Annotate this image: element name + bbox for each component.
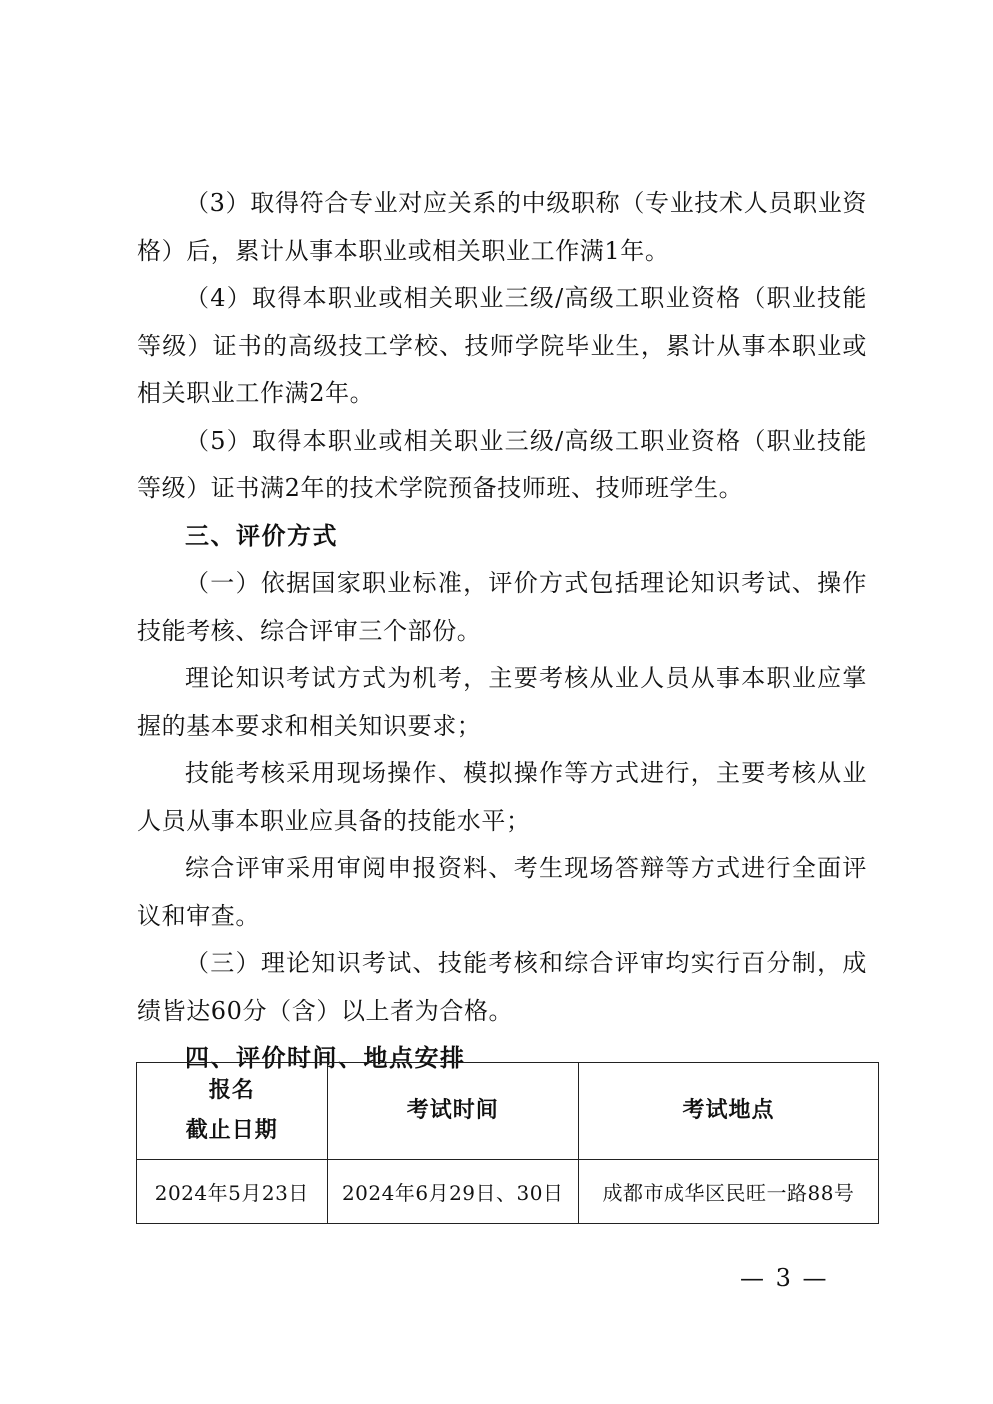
paragraph-condition-4: （4）取得本职业或相关职业三级/高级工职业资格（职业技能等级）证书的高级技工学校、技师学院毕业生，累计从事本职业或相关职业工作满2年。 — [137, 284, 867, 407]
paragraph-theory-exam: 理论知识考试方式为机考，主要考核从业人员从事本职业应掌握的基本要求和相关知识要求； — [137, 664, 867, 740]
page-number: — 3 — — [740, 1264, 829, 1292]
section-heading-evaluation-method: 三、评价方式 — [185, 521, 338, 550]
cell-exam-location: 成都市成华区民旺一路88号 — [578, 1160, 878, 1224]
cell-exam-time: 2024年6月29日、30日 — [327, 1160, 578, 1224]
header-exam-location: 考试地点 — [578, 1063, 878, 1160]
section-heading-schedule: 四、评价时间、地点安排 — [185, 1044, 466, 1072]
cell-deadline: 2024年5月23日 — [137, 1160, 328, 1224]
paragraph-condition-3: （3）取得符合专业对应关系的中级职称（专业技术人员职业资格）后，累计从事本职业或相关职业工作满1年。 — [137, 189, 867, 265]
header-exam-time: 考试时间 — [327, 1063, 578, 1160]
paragraph-condition-5: （5）取得本职业或相关职业三级/高级工职业资格（职业技能等级）证书满2年的技术学院预备技师班、技师班学生。 — [137, 426, 867, 502]
table-row — [137, 1160, 879, 1224]
table-header-row — [137, 1063, 879, 1160]
paragraph-comprehensive-review: 综合评审采用审阅申报资料、考生现场答辩等方式进行全面评议和审查。 — [137, 854, 867, 930]
document-body — [137, 180, 867, 1083]
header-deadline-line2: 截止日期 — [185, 1118, 278, 1143]
schedule-table — [136, 1062, 879, 1224]
paragraph-scoring: （三）理论知识考试、技能考核和综合评审均实行百分制，成绩皆达60分（含）以上者为合格。 — [137, 949, 867, 1025]
paragraph-skill-exam: 技能考核采用现场操作、模拟操作等方式进行，主要考核从业人员从事本职业应具备的技能水平； — [137, 759, 867, 835]
paragraph-evaluation-basis: （一）依据国家职业标准，评价方式包括理论知识考试、操作技能考核、综合评审三个部份。 — [137, 569, 867, 645]
header-deadline-line1: 报名 — [208, 1078, 255, 1103]
header-deadline — [137, 1063, 328, 1160]
